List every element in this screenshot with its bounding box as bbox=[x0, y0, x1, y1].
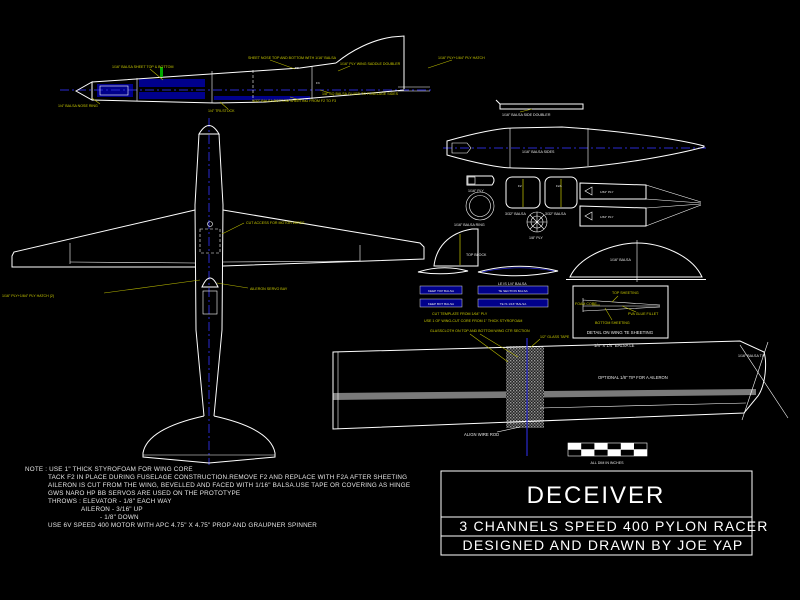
scale-bar bbox=[568, 443, 647, 465]
aileron-line-left bbox=[70, 262, 195, 263]
side-doubler-part bbox=[496, 100, 583, 109]
doubler-fill-top bbox=[139, 79, 205, 87]
spinner-side bbox=[76, 82, 92, 100]
fuselage-left-edge bbox=[195, 134, 204, 416]
servo-bay-outline bbox=[203, 291, 217, 314]
label-f2-name: F2 bbox=[518, 184, 522, 188]
part-f2a-tab bbox=[468, 177, 475, 184]
center-section-hatch bbox=[506, 346, 544, 428]
plan-credit: DESIGNED AND DRAWN BY JOE YAP bbox=[462, 537, 744, 553]
label-tri-stock: 1/4" TRI-STOCK bbox=[208, 109, 235, 113]
note-line: GWS NARO HP BB SERVOS ARE USED ON THE PROTOTYPE bbox=[48, 490, 241, 497]
leader-lines bbox=[104, 223, 248, 293]
label-ring: 1/16" BALSA RING bbox=[454, 223, 485, 227]
airfoil-section-small bbox=[418, 268, 468, 274]
scale-cell bbox=[568, 443, 581, 450]
label-airfoil-le: LE IS 1/4" BALSA bbox=[498, 282, 527, 286]
fin-taper-lines bbox=[646, 185, 701, 226]
doubler-fill-bottom bbox=[139, 92, 205, 99]
detail-box-caption: DETAIL ON WING TE SHEETING bbox=[586, 330, 654, 335]
note-line: - 1/8" DOWN bbox=[100, 514, 139, 521]
label-template-note1: CUT TEMPLATE FROM 1/64" PLY bbox=[432, 312, 488, 316]
fuselage-side-view bbox=[58, 36, 485, 113]
label-balsa-sides: 1/16" BALSA SIDES bbox=[522, 150, 555, 154]
scale-cell bbox=[594, 443, 607, 450]
label-fin-skin: 1/64" PLY bbox=[600, 190, 614, 194]
notes-block bbox=[25, 466, 410, 529]
label-strip2: TE SECTION BALSA bbox=[498, 289, 528, 293]
wing-panel-outline bbox=[333, 341, 766, 429]
label-ply-hatch2: 1/16" PLY+1/64" PLY HATCH (2) bbox=[2, 294, 55, 298]
label-template-note2: USE 1 OF WING-CUT CORE FROM 1" THICK STYROFOAM bbox=[424, 319, 523, 323]
scale-bar-caption: ALL DIM IN INCHES bbox=[590, 461, 624, 465]
wing-spar-bar bbox=[333, 389, 756, 400]
wing-bolt bbox=[208, 222, 213, 227]
fuselage-right-edge bbox=[214, 134, 223, 416]
label-balsa-le: 1/4" X 1/4" BALSA LE bbox=[594, 343, 635, 348]
label-glasscloth: GLASSCLOTH ON TOP AND BOTTOM WING CTR SECTION bbox=[430, 329, 530, 333]
stab-top-view bbox=[566, 240, 706, 282]
balsa-ring-outer bbox=[466, 192, 494, 220]
label-f2: F2 bbox=[295, 66, 299, 70]
label-servo-bay: AILERON SERVO BAY bbox=[250, 287, 288, 291]
note-line: TACK F2 IN PLACE DURING FUSELAGE CONSTRUCTION.REMOVE F2 AND REPLACE WITH F2A AFTER SHEETING bbox=[48, 474, 408, 481]
top-block-part bbox=[434, 229, 478, 266]
title-block bbox=[441, 471, 769, 555]
note-line: USE 6V SPEED 400 MOTOR WITH APC 4.75" X 4.75" PROP AND GRAUPNER SPINNER bbox=[48, 522, 317, 529]
arrow-icon bbox=[585, 187, 592, 195]
fuselage-top-view bbox=[443, 100, 706, 169]
aileron-cut-line bbox=[540, 403, 746, 408]
former-f1-spokes bbox=[527, 212, 547, 232]
part-f2a bbox=[467, 176, 494, 185]
stab-outline bbox=[570, 243, 702, 277]
label-side-doubler: 1/16" BALSA SIDE DOUBLER bbox=[502, 113, 551, 117]
aircraft-top-view bbox=[2, 118, 424, 465]
label-strip1: KEEP TOP BALSA bbox=[427, 289, 455, 293]
label-f1-mat: 1/8" PLY bbox=[529, 236, 543, 240]
plan-title: DECEIVER bbox=[526, 482, 666, 509]
wing-left-panel bbox=[12, 210, 195, 267]
label-strip4: TE IS 1/16" BALSA bbox=[499, 302, 527, 306]
label-stab-mat: 1/16" BALSA bbox=[610, 258, 631, 262]
wing-right-panel bbox=[223, 210, 424, 266]
label-balsa-sheet: 1/16" BALSA SHEET TOP & BOTTOM bbox=[112, 65, 174, 69]
label-wire-rod: ALIGN WIRE ROD bbox=[464, 432, 500, 437]
label-f3: F3 bbox=[316, 81, 320, 85]
tailplane-outline bbox=[143, 416, 275, 463]
label-fin-skin2: 1/64" PLY bbox=[600, 215, 614, 219]
scale-cell bbox=[608, 450, 621, 457]
balsa-ring-inner bbox=[470, 196, 491, 217]
label-f2-mat: 3/32" BALSA bbox=[505, 212, 526, 216]
label-top-sheeting: TOP SHEETING bbox=[612, 291, 639, 295]
note-line: NOTE : USE 1" THICK STYROFOAM FOR WING CORE bbox=[25, 466, 193, 473]
label-f2a-name: F2A bbox=[556, 184, 562, 188]
plan-subtitle: 3 CHANNELS SPEED 400 PYLON RACER bbox=[459, 518, 769, 534]
label-balsa-tip: 1/16" BALSA TIP bbox=[738, 354, 766, 358]
note-line: AILERON - 3/16" UP bbox=[81, 506, 143, 513]
arrow-icon bbox=[585, 212, 592, 220]
label-tip-option: OPTIONAL 1/8" TIP FOR A AILERON bbox=[598, 375, 668, 380]
label-glass-tape: 1/2" GLASS TAPE bbox=[540, 335, 570, 339]
label-saddle-doubler: 1/16" PLY WING SADDLE DOUBLER bbox=[340, 62, 401, 66]
note-line: THROWS : ELEVATOR - 1/8" EACH WAY bbox=[48, 498, 172, 505]
label-ply-hatch: 1/16" PLY+1/64" PLY HATCH bbox=[438, 56, 485, 60]
scale-cell bbox=[581, 450, 594, 457]
parts-column bbox=[418, 176, 701, 323]
note-line: AILERON IS CUT FROM THE WING, BEVELLED AND FACED WITH 1/16" BALSA.USE TAPE OR COVERING AS HINGE bbox=[48, 482, 411, 489]
canopy-dome bbox=[202, 278, 218, 287]
te-sheeting-detail-box bbox=[573, 286, 668, 338]
label-top-block: TOP BLOCK bbox=[466, 253, 487, 257]
label-pva-fillet: PVA GLUE FILLET bbox=[628, 312, 659, 316]
label-bottom-sheet: 3/32" BALSA BOTTOM SHEETING FROM F2 TO F3 bbox=[252, 99, 337, 103]
label-motor-wires: CUT ACCESS FOR MOTOR WIRES bbox=[246, 221, 305, 225]
label-foam-core: FOAM CORE bbox=[575, 302, 597, 306]
wing-panel-plan bbox=[333, 329, 788, 456]
label-nose-ring: 1/4" BALSA NOSE RING bbox=[58, 104, 98, 108]
label-bottom-sheeting: BOTTOM SHEETING bbox=[595, 321, 630, 325]
label-sq-balsa: 1/8" SQ BALSA GLUED TO FUSELAGE SIDES bbox=[322, 92, 399, 96]
wire-access-hatch bbox=[200, 229, 220, 253]
leader-lines bbox=[592, 296, 636, 320]
label-nose-sheet: SHEET NOSE TOP AND BOTTOM WITH 1/16" BALSA bbox=[248, 56, 337, 60]
scale-cell bbox=[621, 443, 634, 450]
scale-cell bbox=[634, 450, 647, 457]
label-f2a-mat2: 3/32" BALSA bbox=[545, 212, 566, 216]
label-strip3: KEEP BOT BALSA bbox=[427, 302, 455, 306]
label-f2a-mat: 1/16" PLY bbox=[468, 189, 484, 193]
